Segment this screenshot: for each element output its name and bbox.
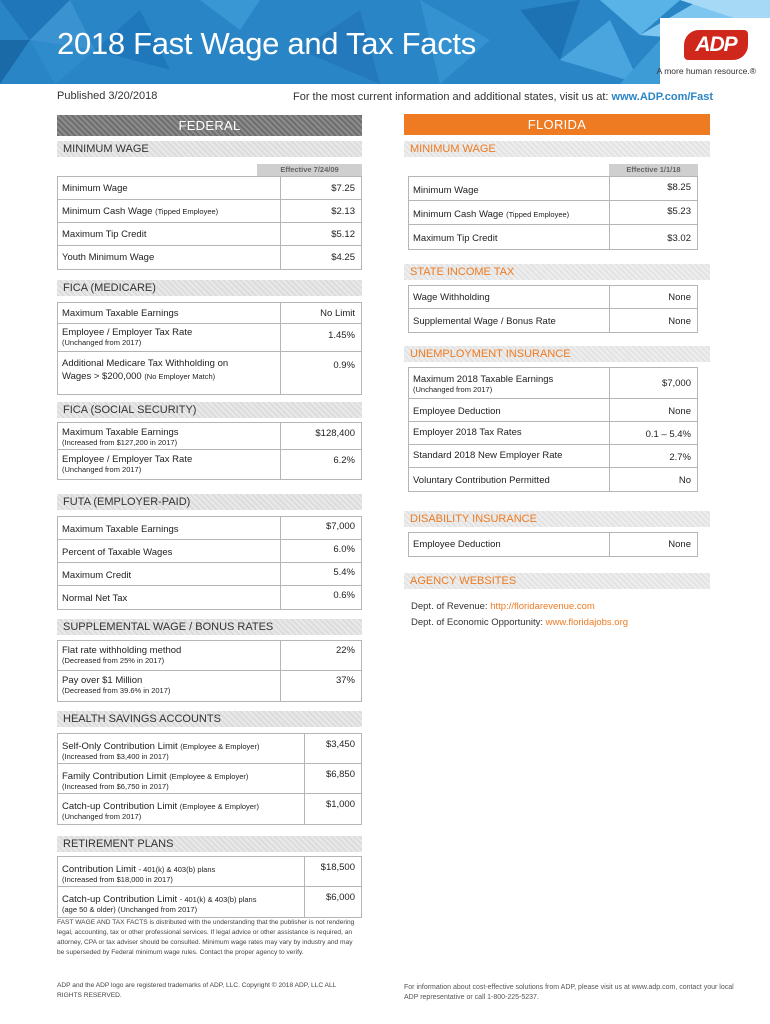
row-value: 37% (335, 675, 355, 686)
unemployment-table (408, 367, 698, 492)
row-label: Percent of Taxable Wages (62, 547, 173, 558)
table-row (58, 324, 361, 352)
row-label: Supplemental Wage / Bonus Rate (413, 316, 556, 327)
disclaimer-text: FAST WAGE AND TAX FACTS is distributed with the understanding that the publisher is not rendering legal, accounting, tax or other professional services. If legal advice or other assistance is required, an attorney, CPA or tax adviser should be consulted. Minimum wage rates may vary by industry and may be superseded by Federal minimum wage rules. Contact the proper agency to verify. (57, 919, 355, 956)
table-row (58, 303, 361, 324)
row-label: Employee Deduction (413, 539, 501, 550)
row-value: None (668, 316, 691, 327)
florida-header: FLORIDA (404, 114, 710, 135)
table-row (58, 177, 361, 200)
federal-header: FEDERAL (57, 115, 362, 136)
row-value: None (668, 539, 691, 550)
disability-title: DISABILITY INSURANCE (404, 511, 710, 527)
table-row (58, 794, 361, 824)
table-row (58, 200, 361, 223)
agency-item (411, 601, 595, 612)
row-label: Self-Only Contribution Limit (Employee & Employer) (Increased from $3,400 in 2017) (62, 741, 260, 761)
row-label: Minimum Cash Wage (Tipped Employee) (62, 206, 219, 217)
unemployment-title: UNEMPLOYMENT INSURANCE (404, 346, 710, 362)
table-row (409, 309, 697, 332)
table-row (58, 450, 361, 479)
fed-min-wage-title: MINIMUM WAGE (57, 141, 362, 157)
header-banner (0, 0, 770, 84)
row-label: Family Contribution Limit (Employee & Employer) (Increased from $6,750 in 2017) (62, 771, 249, 791)
table-row (58, 352, 361, 394)
table-row (409, 399, 697, 422)
fica-ss-table (57, 422, 362, 480)
row-value: $1,000 (325, 799, 355, 810)
row-value: 22% (335, 645, 355, 656)
table-row (409, 533, 697, 556)
row-value: $3.02 (667, 233, 691, 244)
row-label: Maximum Taxable Earnings (Increased from $127,200 in 2017) (62, 427, 179, 447)
hsa-title: HEALTH SAVINGS ACCOUNTS (57, 711, 362, 727)
row-label: Additional Medicare Tax Withholding on Wages > $200,000 (No Employer Match) (62, 358, 229, 382)
row-value: $8.25 (667, 182, 691, 193)
table-row (58, 223, 361, 246)
row-label: Catch-up Contribution Limit (Employee & Employer) (Unchanged from 2017) (62, 801, 259, 821)
row-value: $6,000 (325, 892, 355, 903)
visit-label: For the most current information and additional states, visit us at: (293, 91, 609, 103)
table-row (58, 517, 361, 540)
table-row (58, 563, 361, 586)
table-row (58, 423, 361, 450)
row-value: $7,000 (325, 521, 355, 532)
supplemental-table (57, 640, 362, 702)
fl-min-wage-title: MINIMUM WAGE (404, 141, 710, 157)
contact-info-text: For information about cost-effective solutions from ADP, please visit us at www.adp.com, contact your local ADP representative or call 1-800-225-5237. (404, 984, 734, 1001)
table-row (58, 586, 361, 609)
row-value: $3,450 (325, 739, 355, 750)
agency-label: Dept. of Economic Opportunity: (411, 617, 544, 628)
row-value: $7.25 (331, 183, 355, 194)
fica-medicare-table (57, 302, 362, 395)
retirement-title: RETIREMENT PLANS (57, 836, 362, 852)
row-value: 0.9% (333, 360, 355, 371)
row-value: 0.1 – 5.4% (645, 429, 691, 440)
row-label: Wage Withholding (413, 292, 490, 303)
table-row (409, 368, 697, 399)
row-value: $128,400 (315, 428, 355, 439)
row-value: $5.12 (331, 229, 355, 240)
row-label: Contribution Limit - 401(k) & 403(b) plans (Increased from $18,000 in 2017) (62, 864, 216, 884)
row-label: Pay over $1 Million (Decreased from 39.6% in 2017) (62, 675, 171, 695)
table-row (58, 887, 361, 917)
row-value: $7,000 (661, 378, 691, 389)
visit-text (293, 91, 713, 103)
row-label: Voluntary Contribution Permitted (413, 475, 550, 486)
table-row (58, 671, 361, 701)
state-income-tax-title: STATE INCOME TAX (404, 264, 710, 280)
adp-fast-link[interactable]: www.ADP.com/Fast (611, 91, 714, 103)
row-value: None (668, 406, 691, 417)
page-title: 2018 Fast Wage and Tax Facts (57, 26, 476, 61)
row-label: Catch-up Contribution Limit - 401(k) & 403(b) plans (age 50 & older) (Unchanged from 2017) (62, 894, 257, 914)
row-label: Maximum Credit (62, 570, 132, 581)
table-row (409, 445, 697, 468)
copyright-text: ADP and the ADP logo are registered trademarks of ADP, LLC. Copyright © 2018 ADP, LLC ALL RIGHTS RESERVED. (57, 982, 337, 999)
table-row (409, 177, 697, 201)
table-row (58, 764, 361, 794)
table-row (58, 540, 361, 563)
published-date: Published 3/20/2018 (57, 90, 158, 102)
agency-title: AGENCY WEBSITES (404, 573, 710, 589)
row-label: Maximum Taxable Earnings (62, 524, 179, 535)
row-label: Employee / Employer Tax Rate (Unchanged from 2017) (62, 454, 193, 474)
row-label: Employee / Employer Tax Rate (Unchanged from 2017) (62, 327, 193, 347)
row-label: Employee Deduction (413, 406, 501, 417)
hsa-table (57, 733, 362, 825)
row-value: 0.6% (333, 590, 355, 601)
row-value: $6,850 (325, 769, 355, 780)
adp-logo: ADP (684, 30, 748, 60)
state-income-tax-table (408, 285, 698, 333)
row-label: Minimum Wage (62, 183, 128, 194)
row-label: Maximum Taxable Earnings (62, 308, 179, 319)
row-value: $4.25 (331, 252, 355, 263)
row-value: $18,500 (320, 862, 355, 873)
row-value: 5.4% (333, 567, 355, 578)
table-row (409, 225, 697, 249)
futa-title: FUTA (EMPLOYER-PAID) (57, 494, 362, 510)
table-row (409, 201, 697, 225)
table-row (58, 641, 361, 671)
row-value: $5.23 (667, 206, 691, 217)
tagline: A more human resource.® (656, 66, 756, 76)
table-row (409, 468, 697, 491)
row-label: Youth Minimum Wage (62, 252, 155, 263)
disability-table (408, 532, 698, 557)
row-value: No (678, 475, 691, 486)
row-label: Maximum 2018 Taxable Earnings (Unchanged from 2017) (413, 374, 554, 394)
row-value: No Limit (320, 308, 355, 319)
row-value: 2.7% (669, 452, 691, 463)
row-label: Employer 2018 Tax Rates (413, 427, 522, 438)
supplemental-title: SUPPLEMENTAL WAGE / BONUS RATES (57, 619, 362, 635)
revenue-link[interactable]: http://floridarevenue.com (490, 601, 595, 612)
fica-medicare-title: FICA (MEDICARE) (57, 280, 362, 296)
row-label: Maximum Tip Credit (413, 233, 498, 244)
row-value: None (668, 292, 691, 303)
row-value: $2.13 (331, 206, 355, 217)
fl-effective-date: Effective 1/1/18 (609, 164, 698, 176)
row-label: Minimum Cash Wage (Tipped Employee) (413, 209, 570, 220)
row-label: Maximum Tip Credit (62, 229, 147, 240)
row-label: Flat rate withholding method (Decreased from 25% in 2017) (62, 645, 182, 665)
fed-min-wage-table (57, 176, 362, 270)
jobs-link[interactable]: www.floridajobs.org (545, 617, 629, 628)
table-row (409, 286, 697, 309)
table-row (409, 422, 697, 445)
agency-label: Dept. of Revenue: (411, 601, 488, 612)
table-row (58, 734, 361, 764)
agency-item (411, 617, 628, 628)
row-value: 6.2% (333, 455, 355, 466)
fed-effective-date: Effective 7/24/09 (257, 164, 362, 176)
row-label: Normal Net Tax (62, 593, 128, 604)
table-row (58, 857, 361, 887)
row-label: Minimum Wage (413, 185, 479, 196)
table-row (58, 246, 361, 269)
fl-min-wage-table (408, 176, 698, 250)
row-label: Standard 2018 New Employer Rate (413, 450, 563, 461)
fica-ss-title: FICA (SOCIAL SECURITY) (57, 402, 362, 418)
retirement-table (57, 856, 362, 918)
row-value: 1.45% (328, 330, 355, 341)
futa-table (57, 516, 362, 610)
row-value: 6.0% (333, 544, 355, 555)
